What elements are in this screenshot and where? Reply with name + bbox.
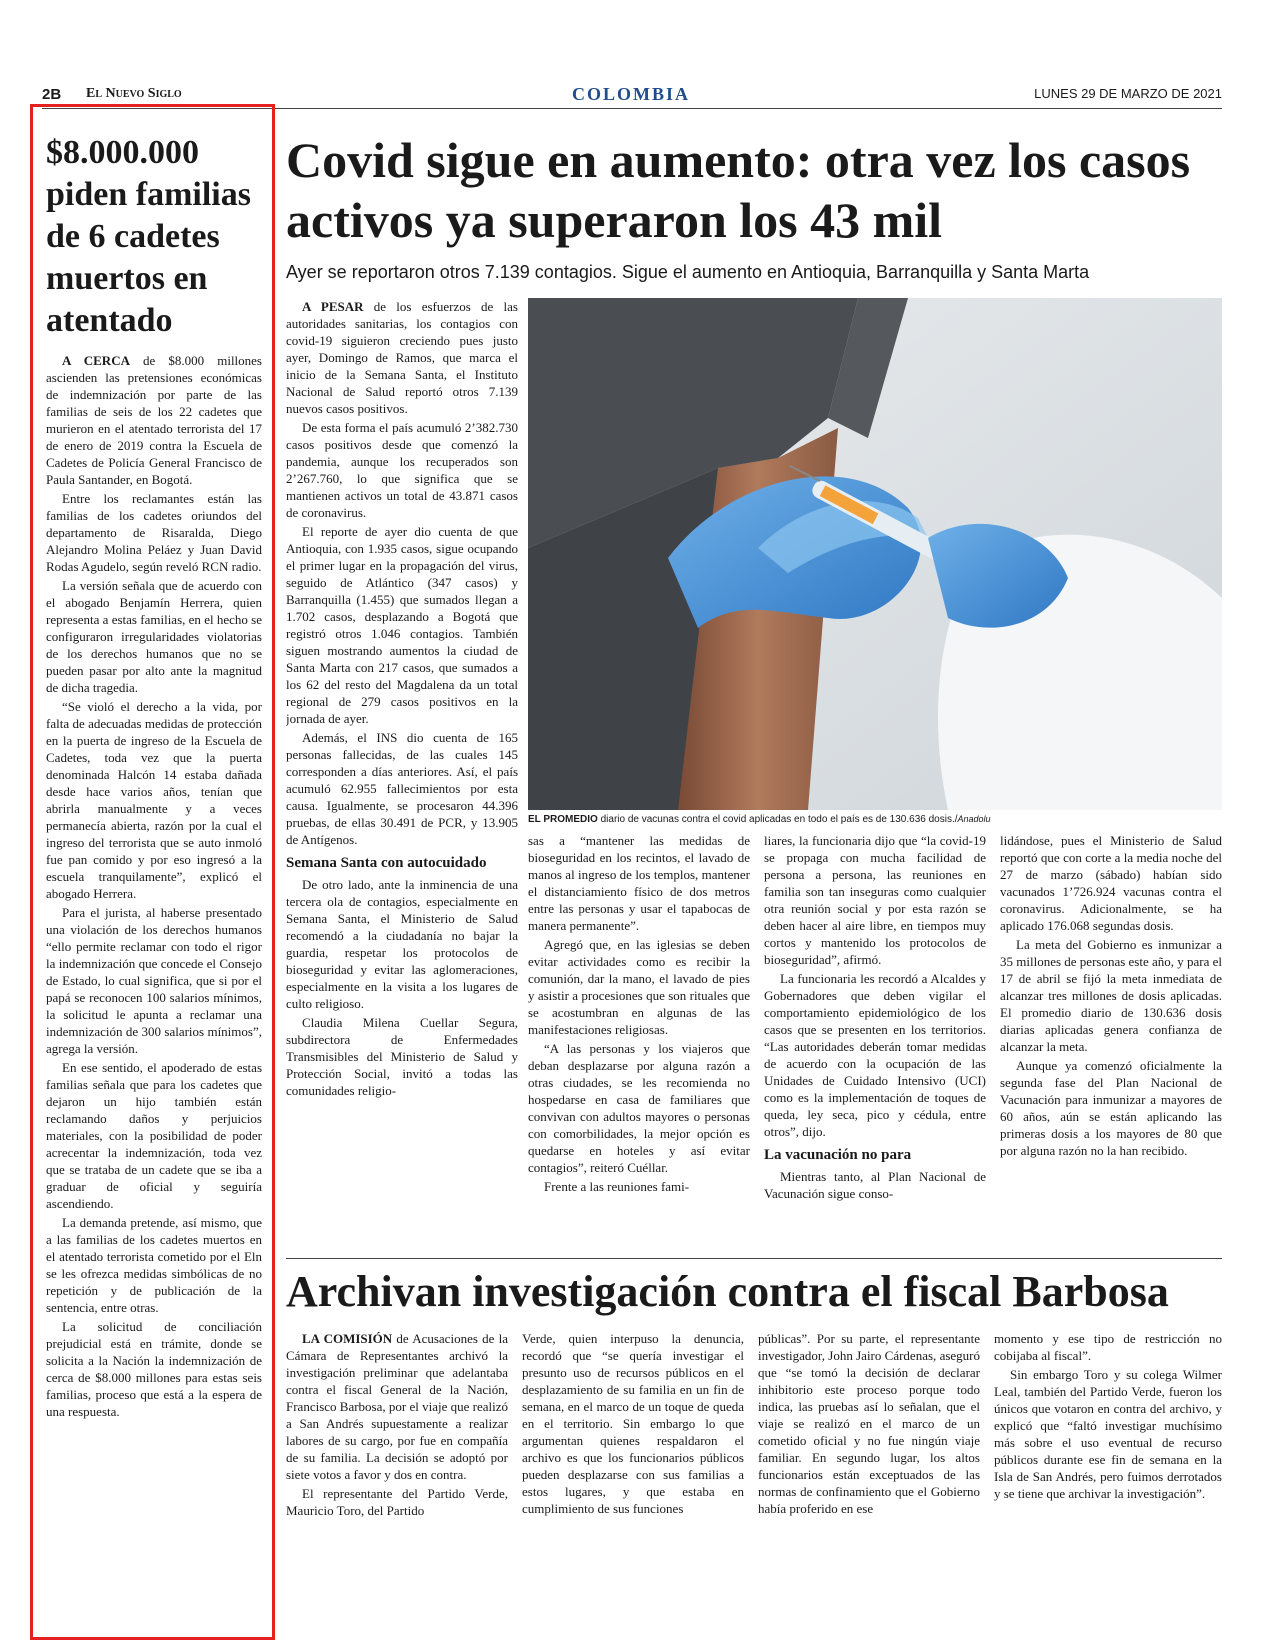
article-paragraph: “A las personas y los viajeros que deban desplazarse por alguna razón a otras ciudades, se les recomienda no hospedarse en casa de familiares que convivan con adultos mayores o personas con comorbilidades, la mejor opción es quedarse en hoteles y así evitar contagios”, reiteró Cuéllar. (528, 1041, 750, 1175)
main-headline: Covid sigue en aumento: otra vez los casos activos ya superaron los 43 mil (286, 132, 1191, 248)
article-paragraph: lidándose, pues el Ministerio de Salud reportó que con corte a la media noche del 27 de marzo (sábado) habían sido vacunados 1’726.924 vacunas contra el coronavirus. Adicionalmente, se ha aplicado 176.068 segundas dosis. (1000, 833, 1222, 933)
article-paragraph: públicas”. Por su parte, el representante investigador, John Jairo Cárdenas, aseguró que “se tomó la decisión de declarar inhibitorio este proceso porque todo indica, las pruebas así lo señalan, que el viaje se realizó en el marco de un cometido oficial y no fue ningún viaje familiar. En segundo lugar, los altos funcionarios están exceptuados de las normas de confinamiento que el Gobierno había proferido en ese (758, 1331, 980, 1516)
article-paragraph: La meta del Gobierno es inmunizar a 35 millones de personas este año, y para el 17 de abril se fijó la meta inmediata de alcanzar tres millones de dosis aplicadas. El promedio diario de 130.636 dosis diarias aplicadas genera confianza de alcanzar la meta. (1000, 937, 1222, 1054)
article-paragraph: El representante del Partido Verde, Mauricio Toro, del Partido (286, 1486, 508, 1518)
main-story-column-4 (1000, 832, 1222, 1248)
article-paragraph: Para el jurista, al haberse presentado una violación de los derechos humanos “ello permite reclamar con todo el rigor la indemnización que concede el Consejo de Estado, lo cual significa, que si por el papá se reconocen 100 salarios mínimos, la solicitud le apunta a reclamar una indemnización de 300 salarios mínimos”, agrega la versión. (46, 905, 262, 1056)
section-label: COLOMBIA (572, 84, 691, 104)
vaccination-photo (528, 298, 1222, 810)
issue-date: LUNES 29 DE MARZO DE 2021 (1034, 86, 1222, 101)
second-story-column-2 (522, 1330, 744, 1630)
article-paragraph: La funcionaria les recordó a Alcaldes y Gobernadores que deben vigilar el comportamiento epidemiológico de los casos que se presenten en los territorios. “Las autoridades deberán tomar medidas de acuerdo con la ocupación de las Unidades de Cuidado Intensivo (UCI) como es la implementación de toques de queda, ley seca, pico y cédula, entre otros”, dijo. (764, 971, 986, 1139)
article-paragraph: A PESAR de los esfuerzos de las autoridades sanitarias, los contagios con covid-19 siguieron creciendo pues justo ayer, Domingo de Ramos, que marca el inicio de la Semana Santa, el Instituto Nacional de Salud reportó otros 7.139 nuevos casos positivos. (286, 299, 518, 416)
subhead-semana-santa: Semana Santa con autocuidado (286, 855, 487, 871)
article-paragraph: Aunque ya comenzó oficialmente la segunda fase del Plan Nacional de Vacunación para inmunizar a mayores de 60 años, aún se están aplicando las primeras dosis a los mayores de 80 que por alguna razón no la han recibido. (1000, 1058, 1222, 1158)
section-divider (286, 1258, 1222, 1259)
page-number: 2B (42, 86, 62, 103)
vaccination-illustration (528, 298, 1222, 810)
article-paragraph: La demanda pretende, así mismo, que a las familias de los cadetes muertos en el atentado terrorista cometido por el Eln se les ofrezca medidas simbólicas de no repetición y de publicación de la sentencia, entre otras. (46, 1215, 262, 1315)
second-headline: Archivan investigación contra el fiscal Barbosa (286, 1267, 1169, 1316)
article-paragraph: Claudia Milena Cuellar Segura, subdirectora de Enfermedades Transmisibles del Ministerio de Salud y Protección Social, invitó a todas las comunidades religio- (286, 1015, 518, 1098)
article-paragraph: Además, el INS dio cuenta de 165 personas fallecidas, de las cuales 145 corresponden a días anteriores. Así, el país acumuló 62.955 fallecimientos por esta causa. Igualmente, se procesaron 44.396 pruebas, de ellas 30.491 de PCR, y 13.905 de Antígenos. (286, 730, 518, 847)
lead-in: A PESAR (302, 299, 364, 314)
article-paragraph: sas a “mantener las medidas de bioseguridad en los recintos, el lavado de manos al ingreso de los templos, mantener el distanciamiento físico de dos metros entre las personas y usar el tapabocas de manera permanente”. (528, 833, 750, 933)
second-story-column-3 (758, 1330, 980, 1630)
caption-lead: EL PROMEDIO (528, 814, 598, 825)
main-subheadline: Ayer se reportaron otros 7.139 contagios. Sigue el aumento en Antioquia, Barranquilla y Santa Marta (286, 262, 1090, 282)
sidebar-article-body (46, 352, 262, 1632)
lead-in: LA COMISIÓN (302, 1331, 393, 1346)
lead-in: A CERCA (62, 353, 130, 368)
article-paragraph: Entre los reclamantes están las familias de los cadetes oriundos del departamento de Risaralda, Diego Alejandro Molina Peláez y Juan David Rodas Agudelo, según reveló RCN radio. (46, 491, 262, 574)
sidebar-headline: $8.000.000 piden familias de 6 cadetes muertos en atentado (46, 134, 251, 339)
main-story-column-2 (528, 832, 750, 1248)
article-paragraph: Sin embargo Toro y su colega Wilmer Leal, también del Partido Verde, fueron los únicos que votaron en contra del archivo, y explicó que “faltó investigar muchísimo más sobre el uso eventual de recurso públicos durante ese fin de semana en la Isla de San Andrés, pero fuimos derrotados y se tiene que archivar la investigación”. (994, 1367, 1222, 1501)
second-story-column-1 (286, 1330, 508, 1630)
second-story-column-4 (994, 1330, 1222, 1630)
photo-credit: Anadolu (957, 814, 991, 824)
article-paragraph: “Se violó el derecho a la vida, por falta de adecuadas medidas de protección en la puerta de ingreso de la Escuela de Cadetes, toda vez que la puerta denominada Halcón 14 estaba dañada desde hace varios años, tenían que abrirla manualmente y a veces permanecía abierta, razón por la cual el ingreso del terrorista que se auto inmoló fue pan comido y por eso ingresó a la escuela tranquilamente”, explicó el abogado Herrera. (46, 699, 262, 901)
article-paragraph: En ese sentido, el apoderado de estas familias señala que para los cadetes que dejaron un hijo también están reclamando daños y perjuicios materiales, con la posibilidad de poder acrecentar la indemnización, toda vez que se trataba de un cadete que se iba a graduar de oficial y seguiría ascendiendo. (46, 1060, 262, 1211)
article-paragraph: De esta forma el país acumuló 2’382.730 casos positivos desde que comenzó la pandemia, aunque los recuperados son 2’267.760, lo que significa que se mantienen activos un total de 43.871 casos de coronavirus. (286, 420, 518, 520)
article-paragraph: La solicitud de conciliación prejudicial está en trámite, donde se solicita a la Nación la indemnización de cerca de $8.000 millones para estas seis familias, proceso que está a la espera de una respuesta. (46, 1319, 262, 1419)
article-paragraph: El reporte de ayer dio cuenta de que Antioquia, con 1.935 casos, sigue ocupando el primer lugar en la propagación del virus, seguido de Atlántico (347 casos) y Barranquilla (1.455) que sumados llegan a 1.702 casos, desplazando a Bogotá que registró otros 1.046 contagios. También siguen mostrando aumentos la ciudad de Santa Marta con 217 casos, que sumados a los 62 del resto del Magdalena da un total regional de 279 casos positivos en la jornada de ayer. (286, 524, 518, 726)
article-paragraph: Mientras tanto, al Plan Nacional de Vacunación sigue conso- (764, 1169, 986, 1201)
article-paragraph: liares, la funcionaria dijo que “la covid-19 se propaga con mucha facilidad de persona a persona, las reuniones en familia son tan inseguras como cualquier otra reunión social y por esta razón se deben hacer al aire libre, en tiempos muy cortos y mantenido los protocolos de bioseguridad”, afirmó. (764, 833, 986, 967)
photo-caption (528, 813, 1222, 826)
main-story-column-3 (764, 832, 986, 1248)
subhead-vacunacion: La vacunación no para (764, 1147, 912, 1163)
article-paragraph: momento y ese tipo de restricción no cobijaba al fiscal”. (994, 1331, 1222, 1363)
main-story-column-1 (286, 298, 518, 1248)
article-paragraph: Verde, quien interpuso la denuncia, recordó que “se quería investigar el presunto uso de recursos públicos en el desplazamiento de su familia en un fin de semana, en el marco de un toque de queda en el territorio. Sin embargo lo que argumentan quienes respaldaron el archivo es que los funcionarios públicos pueden desplazarse con sus familias a estos lugares, y que estaba en cumplimiento de sus funciones (522, 1331, 744, 1516)
article-paragraph: De otro lado, ante la inminencia de una tercera ola de contagios, especialmente en Semana Santa, el Ministerio de Salud recomendó a la ciudadanía no bajar la guardia, respetar los protocolos de bioseguridad y evitar las aglomeraciones, especialmente en la visita a los lugares de culto religioso. (286, 877, 518, 1011)
caption-text: diario de vacunas contra el covid aplicadas en todo el país es de 130.636 dosis./ (600, 814, 958, 825)
masthead: El Nuevo Siglo (86, 86, 182, 101)
article-paragraph: LA COMISIÓN de Acusaciones de la Cámara de Representantes archivó la investigación preliminar que adelantaba contra el fiscal General de la Nación, Francisco Barbosa, por el viaje que realizó a San Andrés supuestamente a realizar labores de su cargo, por fue en compañía de su familia. La decisión se adoptó por siete votos a favor y dos en contra. (286, 1331, 508, 1482)
article-paragraph: La versión señala que de acuerdo con el abogado Benjamín Herrera, quien representa a estas familias, en el hecho se configuraron irregularidades violatorias de los derechos humanos que no se pueden pasar por alto ante la magnitud de dicha tragedia. (46, 578, 262, 695)
article-paragraph: A CERCA de $8.000 millones ascienden las pretensiones económicas de indemnización por parte de las familias de seis de los 22 cadetes que murieron en el atentado terrorista del 17 de enero de 2019 contra la Escuela de Cadetes de Policía General Francisco de Paula Santander, en Bogotá. (46, 353, 262, 487)
article-paragraph: Agregó que, en las iglesias se deben evitar actividades como es recibir la comunión, dar la mano, el lavado de pies y asistir a procesiones que son rituales que se acostumbran en algunas de las manifestaciones religiosas. (528, 937, 750, 1037)
article-paragraph: Frente a las reuniones fami- (544, 1179, 690, 1194)
